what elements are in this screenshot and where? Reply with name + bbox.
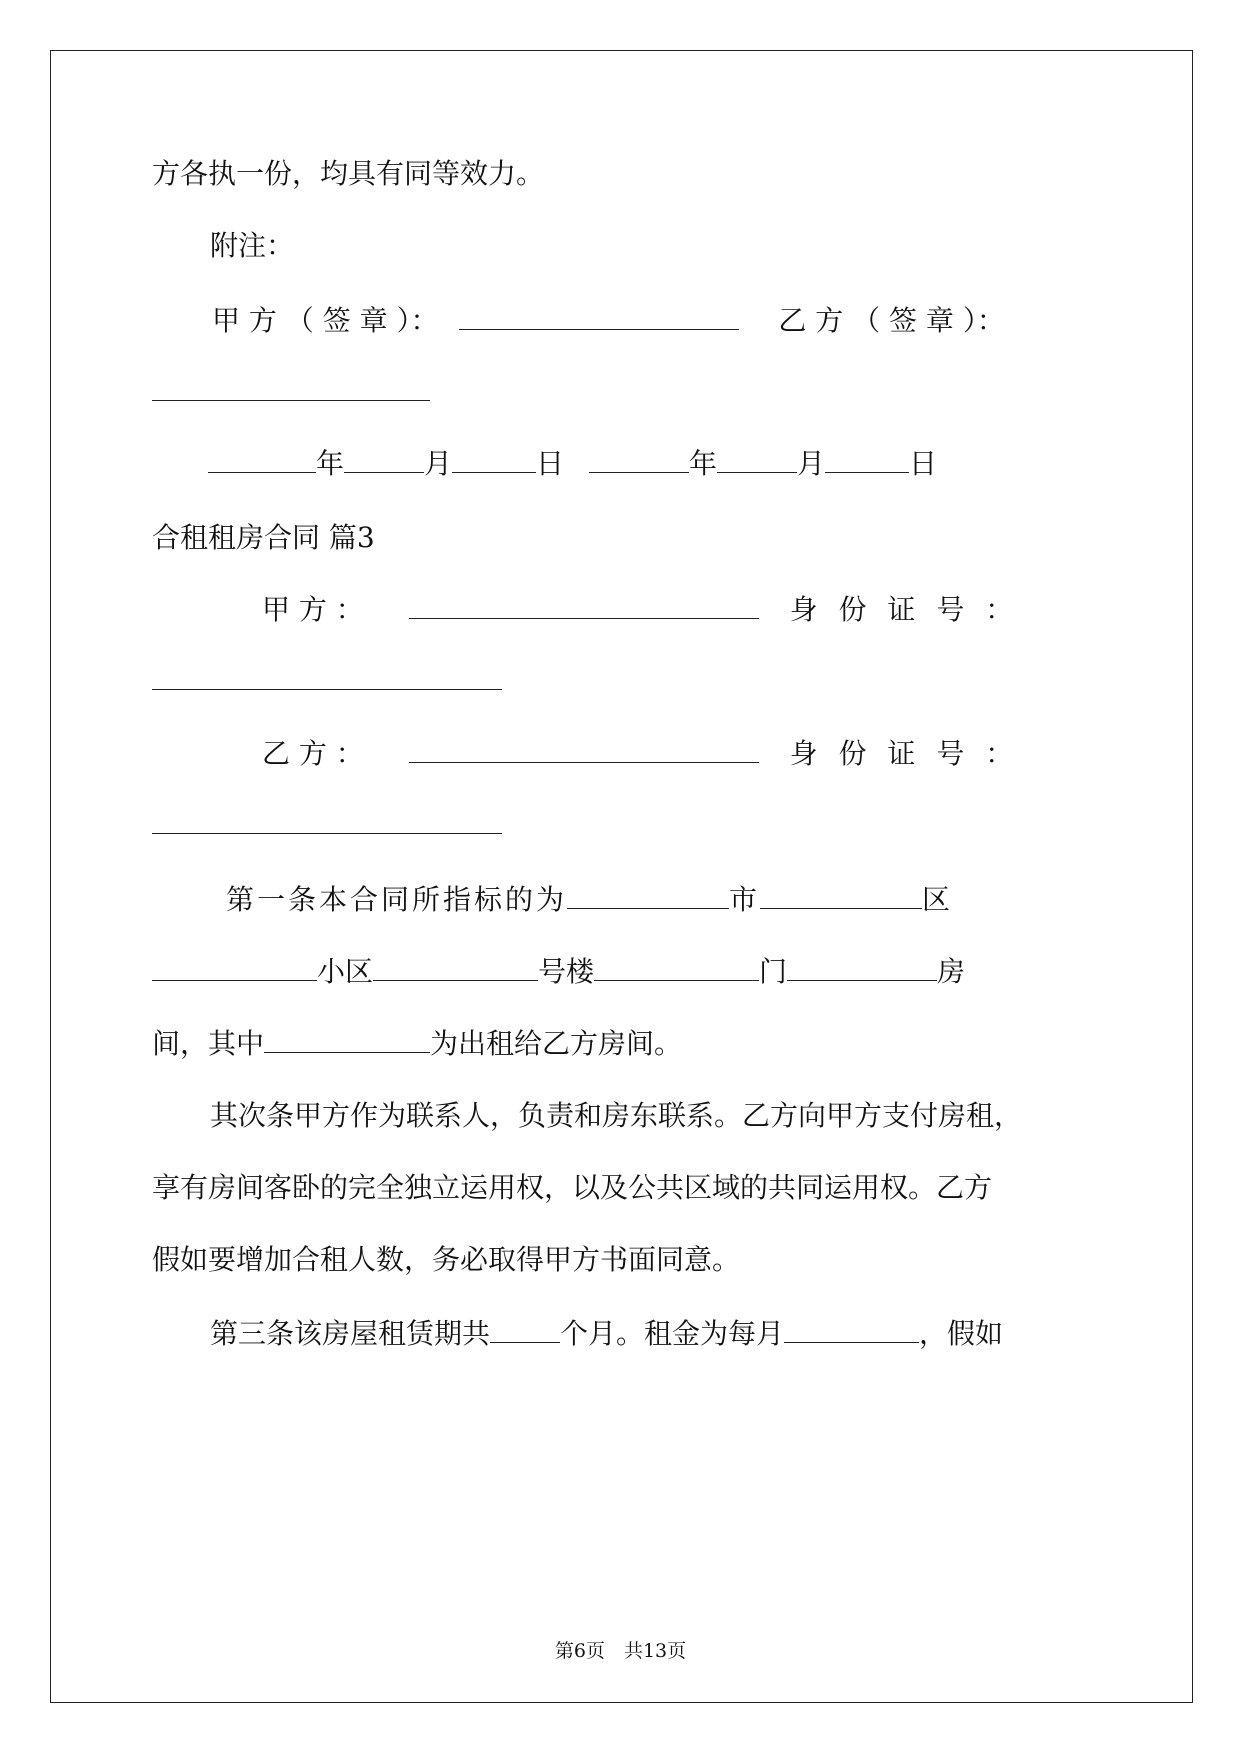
article-2-line-3: 假如要增加合租人数，务必取得甲方书面同意。 (152, 1243, 741, 1276)
paragraph-text: 方各执一份，均具有同等效力。 (152, 157, 545, 190)
blank-field (787, 958, 937, 981)
blank-field (373, 958, 538, 981)
blank-field (459, 307, 739, 330)
article-1-line-3: 间，其中 为出租给乙方房间。 (152, 1027, 683, 1060)
signature-line (212, 303, 1152, 339)
blank-field (344, 450, 424, 473)
blank-field (490, 1320, 560, 1343)
article-1-line-1: 第一条本合同所指标的为 市 区 (226, 883, 954, 916)
article-2-line-2: 享有房间客卧的完全独立运用权，以及公共区域的共同运用权。乙方 (152, 1171, 993, 1204)
text-line (152, 156, 1092, 192)
blank-field (409, 596, 759, 619)
article-2-line-1: 其次条甲方作为联系人，负责和房东联系。乙方向甲方支付房租， (210, 1099, 1023, 1132)
text-line (210, 228, 1150, 264)
blank-field (594, 958, 759, 981)
section-heading: 合租租房合同 篇3 (152, 521, 375, 554)
blank-field (152, 400, 430, 401)
blank-field (717, 450, 797, 473)
page-border (50, 50, 1193, 1703)
article-3-line-1: 第三条该房屋租赁期共 个月。租金为每月 ，假如 (210, 1317, 1004, 1350)
blank-field (784, 1320, 919, 1343)
party-b-line: 乙 方 ： 身 份 证 号 ： (262, 737, 1020, 770)
note-label: 附注： (210, 229, 295, 262)
blank-field (208, 450, 316, 473)
blank-field (264, 1030, 430, 1053)
blank-field (409, 740, 759, 763)
blank-field (152, 689, 502, 690)
party-a-sign-label: 甲 方 （ 签 章 ）： (212, 304, 439, 337)
date-line: 年 月 日 年 月 日 (208, 446, 1148, 482)
article-1-line-2: 小区 号楼 门 房 (152, 954, 1092, 990)
party-a-line: 甲 方 ： 身 份 证 号 ： (262, 593, 1020, 626)
blank-field (760, 886, 922, 909)
blank-field (589, 450, 689, 473)
blank-field (567, 886, 729, 909)
blank-field (152, 958, 317, 981)
page-number: 第6页 共13页 (554, 1640, 687, 1662)
party-b-sign-label: 乙 方 （ 签 章 ）： (778, 304, 1005, 337)
blank-field (825, 450, 909, 473)
blank-field (152, 833, 502, 834)
blank-field (452, 450, 536, 473)
